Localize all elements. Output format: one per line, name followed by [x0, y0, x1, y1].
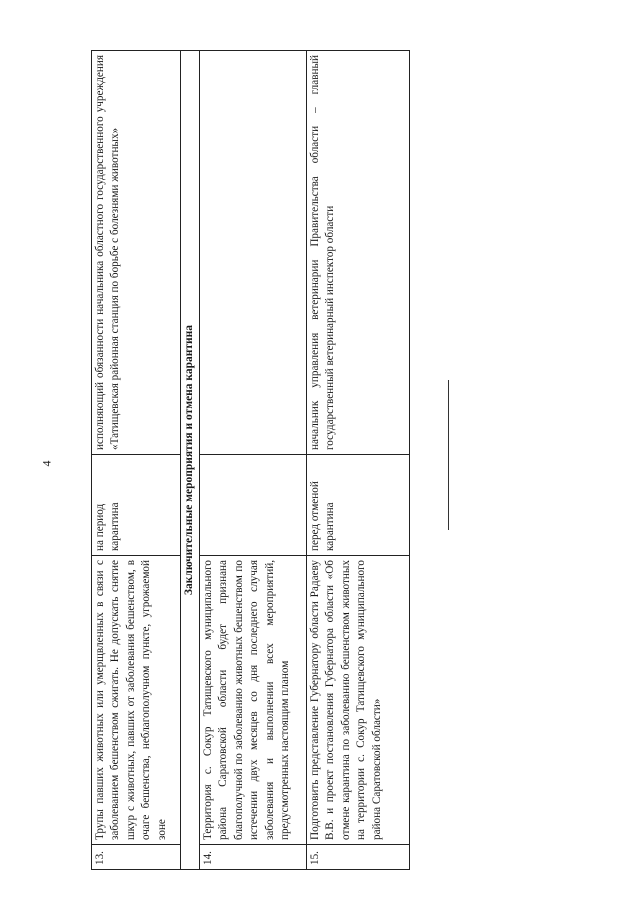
rotated-table-container — [91, 50, 383, 870]
responsible-text — [199, 51, 306, 455]
table-row — [306, 51, 409, 870]
measure-text: Территория с. Сокур Татищевского муниципального района Саратовской области будет признана благополучной по заболеванию животных бешенством по истечении двух месяцев со дня последнего случая заболевания и выполнении всех мероприятий, предусмотренных настоящим планом — [199, 556, 306, 845]
responsible-text: начальник управления ветеринарии Правительства области – главный государственный ветеринарный инспектор области — [306, 51, 409, 455]
row-number: 14. — [199, 845, 306, 870]
period-text: на период карантина — [92, 455, 181, 556]
measure-text: Трупы павших животных или умерщвленных в связи с заболеванием бешенством сжигать. Не допускать снятие шкур с животных, павших от заболевания бешенством, в очаге бешенства, неблагополучном пункте, угрожаемой зоне — [92, 556, 181, 845]
page-number: 4 — [39, 460, 54, 467]
table-row — [199, 51, 306, 870]
period-text — [199, 455, 306, 556]
measures-table — [91, 50, 410, 870]
responsible-text: исполняющий обязанности начальника областного государственного учреждения «Татищевская районная станция по борьбе с болезнями животных» — [92, 51, 181, 455]
table-row — [92, 51, 181, 870]
period-text: перед отменой карантина — [306, 455, 409, 556]
section-row — [181, 51, 200, 870]
measure-text: Подготовить представление Губернатору области Радаеву В.В. и проект постановления Губернатора области «Об отмене карантина по заболеванию бешенством животных на территории с. Сокур Татищевского муниципального района Саратовской области» — [306, 556, 409, 845]
section-heading: Заключительные мероприятия и отмена карантина — [181, 51, 200, 870]
row-number: 15. — [306, 845, 409, 870]
row-number: 13. — [92, 845, 181, 870]
signature-line — [448, 380, 449, 530]
